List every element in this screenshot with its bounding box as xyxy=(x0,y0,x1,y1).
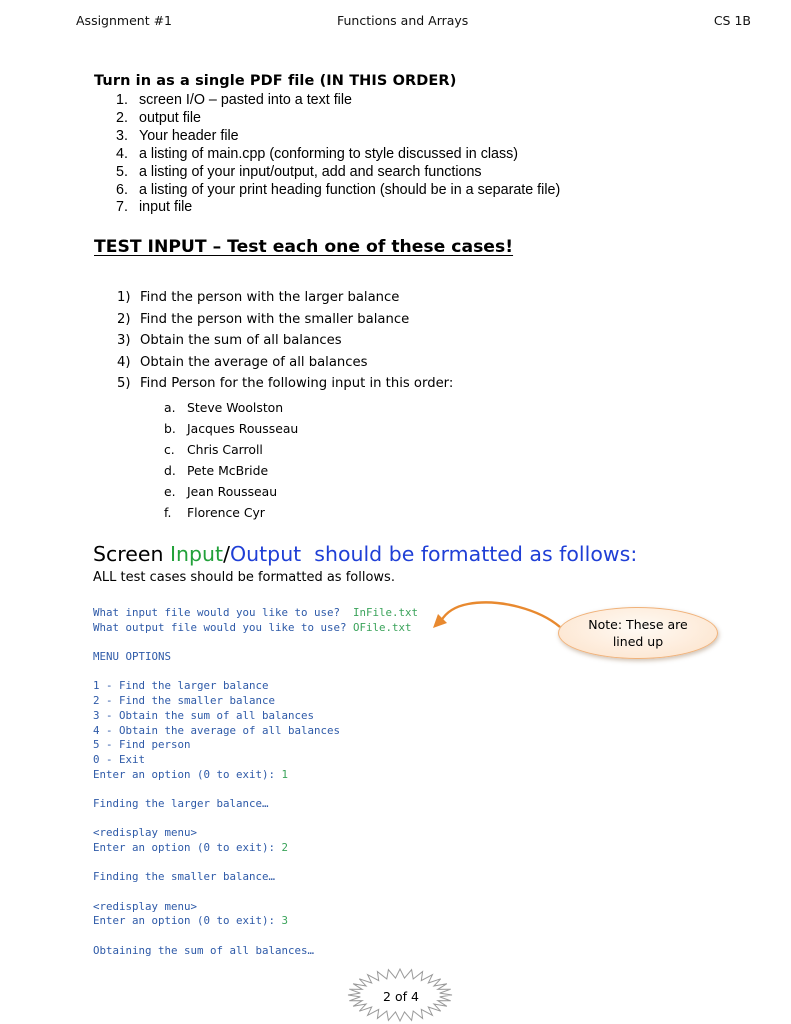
console-line xyxy=(93,724,418,739)
note-bubble xyxy=(558,607,718,659)
console-text: MENU OPTIONS xyxy=(93,650,172,664)
name-text: Pete McBride xyxy=(187,463,269,478)
console-text: 4 - Obtain the average of all balances xyxy=(93,723,341,737)
console-text: 3 - Obtain the sum of all balances xyxy=(93,708,315,722)
name-letter: e. xyxy=(164,484,176,499)
console-line xyxy=(93,650,418,665)
console-line xyxy=(93,900,418,915)
case-number: 1) xyxy=(117,290,131,305)
console-line xyxy=(93,870,418,885)
turnin-item xyxy=(116,92,560,110)
name-letter: a. xyxy=(164,400,176,415)
console-text: Enter an option (0 to exit): xyxy=(93,767,282,781)
console-line xyxy=(93,694,418,709)
test-case-list xyxy=(117,287,453,395)
name-text: Jean Rousseau xyxy=(187,484,278,499)
console-answer: 3 xyxy=(281,914,289,928)
console-text: What input file would you like to use? xyxy=(93,606,354,619)
turnin-item xyxy=(116,146,560,164)
test-case xyxy=(117,373,453,395)
turnin-item xyxy=(116,164,560,182)
case-number: 4) xyxy=(117,354,131,370)
item-text: output file xyxy=(139,109,201,126)
item-text: a listing of your input/output, add and search functions xyxy=(139,163,482,180)
heading-slash: / xyxy=(223,542,231,566)
console-text: Finding the smaller balance… xyxy=(93,870,276,884)
person-name xyxy=(164,460,298,481)
console-line xyxy=(93,753,418,768)
case-text: Find the person with the larger balance xyxy=(140,290,400,305)
console-text: 5 - Find person xyxy=(93,738,191,752)
item-text: Your header file xyxy=(139,127,239,144)
name-letter: c. xyxy=(164,442,175,457)
person-name xyxy=(164,502,298,523)
console-text: 1 - Find the larger balance xyxy=(93,679,269,693)
case-text: Find Person for the following input in this order: xyxy=(140,376,454,391)
console-line xyxy=(93,738,418,753)
console-answer: OFile.txt xyxy=(353,620,412,634)
console-line xyxy=(93,679,418,694)
person-name xyxy=(164,439,298,460)
case-number: 5) xyxy=(117,376,131,391)
name-text: Steve Woolston xyxy=(187,400,284,415)
console-answer: InFile.txt xyxy=(353,606,419,619)
item-number: 5. xyxy=(116,163,128,180)
console-line xyxy=(93,768,418,783)
item-number: 3. xyxy=(116,127,128,144)
heading-rest: should be formatted as follows: xyxy=(301,542,638,566)
case-text: Find the person with the smaller balance xyxy=(140,311,410,327)
console-line xyxy=(93,841,418,856)
test-case xyxy=(117,352,453,374)
turnin-item xyxy=(116,110,560,128)
item-text: input file xyxy=(139,199,193,216)
item-text: screen I/O – pasted into a text file xyxy=(139,92,352,108)
console-line xyxy=(93,885,418,900)
console-line xyxy=(93,606,418,621)
console-line xyxy=(93,635,418,650)
console-line xyxy=(93,621,418,636)
console-text: Obtaining the sum of all balances… xyxy=(93,943,315,957)
console-line xyxy=(93,826,418,841)
heading-screen-word: Screen xyxy=(93,542,170,566)
console-text: Finding the larger balance… xyxy=(93,796,269,810)
console-text: <redisplay menu> xyxy=(93,826,198,840)
screen-io-subtext: ALL test cases should be formatted as follows. xyxy=(93,570,395,585)
header-assignment: Assignment #1 xyxy=(76,13,172,28)
console-line xyxy=(93,812,418,827)
name-text: Chris Carroll xyxy=(187,442,263,457)
person-name xyxy=(164,397,298,418)
console-line xyxy=(93,782,418,797)
person-name xyxy=(164,418,298,439)
console-answer: 2 xyxy=(281,841,289,854)
person-name-list xyxy=(164,397,298,523)
item-number: 2. xyxy=(116,109,128,126)
console-line xyxy=(93,914,418,929)
header-title: Functions and Arrays xyxy=(337,13,469,28)
case-number: 2) xyxy=(117,311,131,327)
console-sample xyxy=(93,606,418,959)
console-line xyxy=(93,856,418,871)
note-text: Note: These are lined up xyxy=(588,617,688,649)
console-text: Enter an option (0 to exit): xyxy=(93,841,282,854)
heading-input-word: Input xyxy=(170,542,224,566)
page-number: 2 of 4 xyxy=(383,989,419,1004)
test-case xyxy=(117,309,453,331)
item-text: a listing of main.cpp (conforming to style discussed in class) xyxy=(139,145,519,162)
name-text: Florence Cyr xyxy=(187,505,265,520)
console-line xyxy=(93,944,418,959)
console-answer: 1 xyxy=(281,767,289,781)
case-text: Obtain the sum of all balances xyxy=(140,333,342,348)
turnin-list xyxy=(116,92,560,217)
console-line xyxy=(93,929,418,944)
name-letter: f. xyxy=(164,505,172,520)
screen-io-heading xyxy=(93,542,637,566)
name-text: Jacques Rousseau xyxy=(187,421,299,436)
turnin-item xyxy=(116,199,560,217)
console-text: 0 - Exit xyxy=(93,752,146,766)
item-number: 7. xyxy=(116,199,128,216)
console-text: <redisplay menu> xyxy=(93,899,198,913)
test-case xyxy=(117,287,453,309)
name-letter: d. xyxy=(164,463,176,478)
turnin-item xyxy=(116,128,560,146)
person-name xyxy=(164,481,298,502)
item-number: 1. xyxy=(116,92,128,108)
console-text: What output file would you like to use? xyxy=(93,620,354,634)
case-text: Obtain the average of all balances xyxy=(140,354,368,370)
item-number: 4. xyxy=(116,145,128,162)
heading-output-word: Output xyxy=(230,542,302,566)
test-case xyxy=(117,330,453,352)
item-text: a listing of your print heading function (should be in a separate file) xyxy=(139,181,561,198)
case-number: 3) xyxy=(117,333,131,348)
console-text: Enter an option (0 to exit): xyxy=(93,914,282,928)
turnin-item xyxy=(116,182,560,200)
console-line xyxy=(93,797,418,812)
turnin-title: Turn in as a single PDF file (IN THIS ORDER) xyxy=(94,73,457,89)
item-number: 6. xyxy=(116,181,128,198)
name-letter: b. xyxy=(164,421,176,436)
console-line xyxy=(93,665,418,680)
header-course: CS 1B xyxy=(713,13,751,28)
test-input-heading: TEST INPUT – Test each one of these cases! xyxy=(94,237,514,257)
console-line xyxy=(93,709,418,724)
console-text: 2 - Find the smaller balance xyxy=(93,694,276,708)
